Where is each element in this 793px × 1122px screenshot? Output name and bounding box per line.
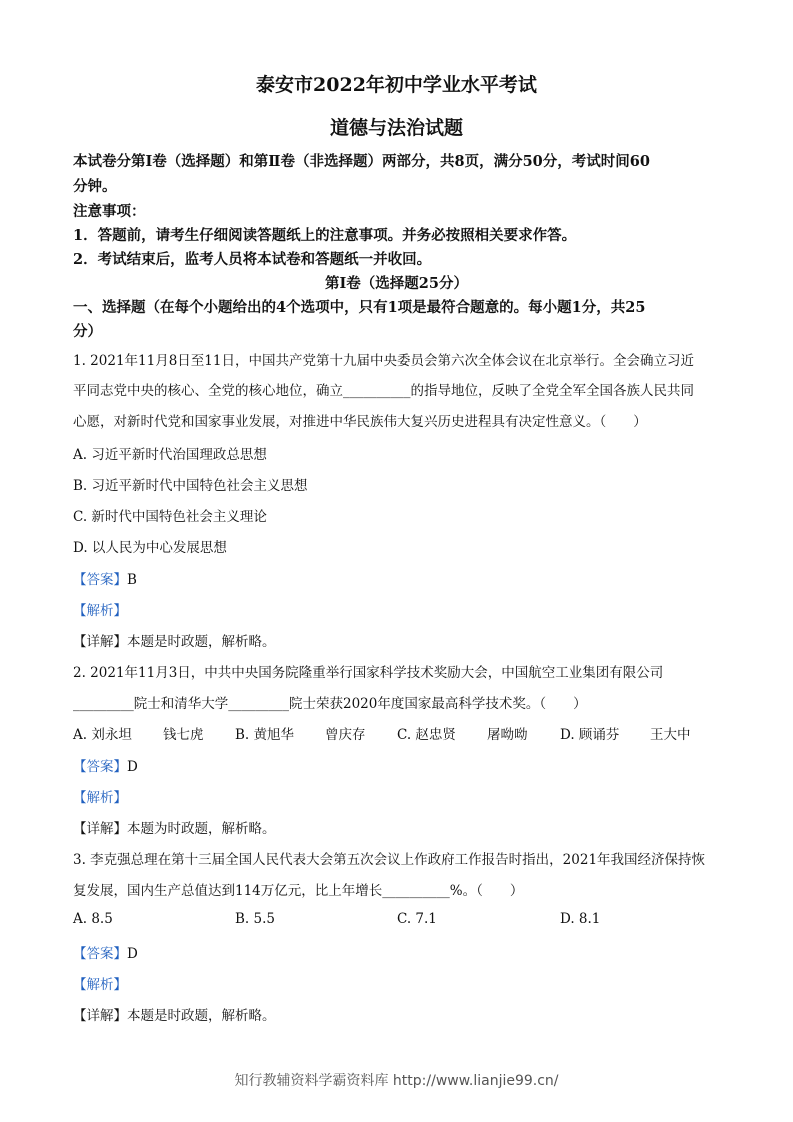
- detail-text: 本题是时政题，解析略。: [127, 634, 276, 650]
- notice-item-1: 1．答题前，请考生仔细阅读答题纸上的注意事项。并务必按照相关要求作答。: [73, 227, 577, 244]
- question-2-option-c: C. 赵忠贤: [397, 727, 456, 743]
- notice-title: 注意事项：: [73, 203, 146, 220]
- question-3-option-b: B. 5.5: [235, 911, 275, 927]
- answer-value: D: [127, 759, 138, 775]
- question-2-line-1: 2. 2021年11月3日，中共中央国务院隆重举行国家科学技术奖励大会，中国航空工业集团有限公司: [73, 665, 664, 681]
- detail-tag: 【详解】: [73, 1008, 127, 1024]
- question-3-line-1: 3. 李克强总理在第十三届全国人民代表大会第五次会议上作政府工作报告时指出，2021年我国经济保持恢: [73, 852, 706, 868]
- intro-line-2: 分钟。: [73, 178, 117, 195]
- analysis-tag: 【解析】: [73, 790, 127, 806]
- section-line-2: 分）: [73, 323, 102, 340]
- question-2-option-a-second: 钱七虎: [163, 727, 204, 743]
- question-2-detail: [73, 817, 723, 837]
- analysis-tag: 【解析】: [73, 603, 127, 619]
- question-3-option-d: D. 8.1: [560, 911, 601, 927]
- question-3-option-c: C. 7.1: [397, 911, 437, 927]
- question-3-analysis: [73, 973, 723, 993]
- footer-watermark: 知行教辅资料学霸资料库 http://www.lianjie99.cn/: [234, 1073, 559, 1089]
- exam-title: 泰安市2022年初中学业水平考试: [256, 74, 537, 96]
- question-2-option-c-second: 屠呦呦: [487, 727, 528, 743]
- question-3-option-a: A. 8.5: [73, 911, 113, 927]
- question-2-option-a: A. 刘永坦: [73, 727, 132, 743]
- question-1-option-c: C. 新时代中国特色社会主义理论: [73, 509, 267, 525]
- part1-heading: 第Ⅰ卷（选择题25分）: [325, 275, 468, 292]
- question-2-option-b: B. 黄旭华: [235, 727, 295, 743]
- intro-line-1: 本试卷分第Ⅰ卷（选择题）和第Ⅱ卷（非选择题）两部分，共8页，满分50分，考试时间60: [73, 153, 650, 170]
- question-1-answer: [73, 568, 723, 588]
- detail-text: 本题为时政题，解析略。: [127, 821, 276, 837]
- question-2-answer: [73, 755, 723, 775]
- section-line-1: 一、选择题（在每个小题给出的4个选项中，只有1项是最符合题意的。每小题1分，共25: [73, 299, 646, 316]
- question-2-option-b-second: 曾庆存: [325, 727, 366, 743]
- question-3-detail: [73, 1004, 723, 1024]
- answer-tag: 【答案】: [73, 759, 127, 775]
- question-3-options: [73, 911, 723, 931]
- notice-item-2: 2．考试结束后，监考人员将本试卷和答题纸一并收回。: [73, 251, 432, 268]
- question-3-answer: [73, 942, 723, 962]
- analysis-tag: 【解析】: [73, 977, 127, 993]
- question-2-options: [73, 723, 723, 743]
- question-2-option-d-second: 王大中: [650, 727, 691, 743]
- subject-title: 道德与法治试题: [329, 117, 463, 139]
- answer-tag: 【答案】: [73, 572, 127, 588]
- question-2-option-d: D. 顾诵芬: [560, 727, 620, 743]
- detail-tag: 【详解】: [73, 821, 127, 837]
- question-1-option-b: B. 习近平新时代中国特色社会主义思想: [73, 478, 308, 494]
- question-1-line-3: 心愿，对新时代党和国家事业发展，对推进中华民族伟大复兴历史进程具有决定性意义。（ ）: [73, 414, 647, 430]
- question-1-option-a: A. 习近平新时代治国理政总思想: [73, 447, 267, 463]
- answer-value: B: [127, 572, 137, 588]
- answer-value: D: [127, 946, 138, 962]
- detail-text: 本题是时政题，解析略。: [127, 1008, 276, 1024]
- question-2-analysis: [73, 786, 723, 806]
- question-1-analysis: [73, 599, 723, 619]
- question-3-line-2: 复发展，国内生产总值达到114万亿元，比上年增长__________%。（ ）: [73, 883, 524, 899]
- question-1-line-1: 1. 2021年11月8日至11日，中国共产党第十九届中央委员会第六次全体会议在北京举行。全会确立习近: [73, 353, 694, 369]
- answer-tag: 【答案】: [73, 946, 127, 962]
- question-1-line-2: 平同志党中央的核心、全党的核心地位，确立__________的指导地位，反映了全党全军全国各族人民共同: [73, 383, 694, 399]
- detail-tag: 【详解】: [73, 634, 127, 650]
- question-1-detail: [73, 630, 723, 650]
- question-1-option-d: D. 以人民为中心发展思想: [73, 540, 227, 556]
- question-2-line-2: _________院士和清华大学_________院士荣获2020年度国家最高科学技术奖。（ ）: [73, 696, 587, 712]
